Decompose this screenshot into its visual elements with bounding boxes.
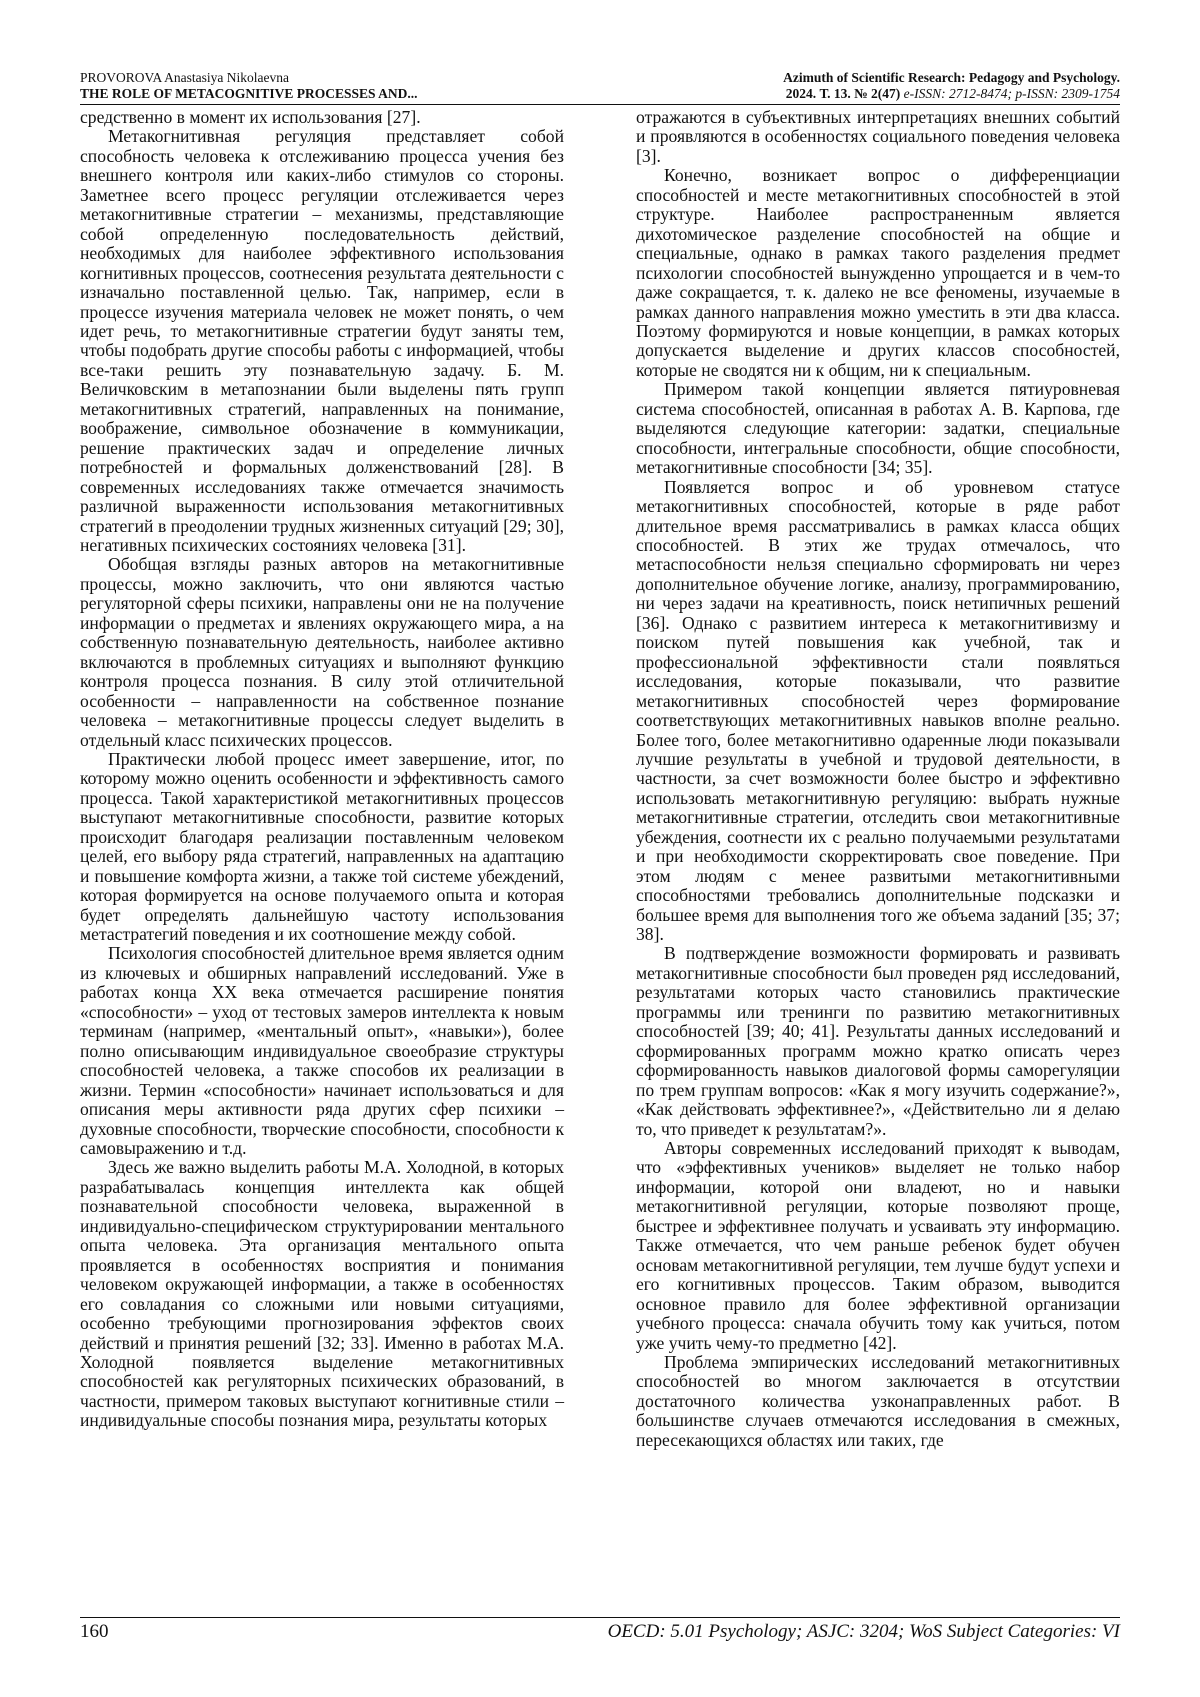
paragraph: Психология способностей длительное время является одним из ключевых и обширных направлений исследований. Уже в работах конца XX века отмечается расширение понятия «способности» – уход от тестовых замеров интеллекта к новым терминам (например, «ментальный опыт», «навыки»), более полно описывающим индивидуальное своеобразие структуры способностей человека, а также способов их реализации в жизни. Термин «способности» начинает использоваться и для описания меры активности ряда других сфер психики – духовные способности, творческие способности, способности к самовыражению и т.д. [80, 943, 564, 1159]
paragraph: Обобщая взгляды разных авторов на метакогнитивные процессы, можно заключить, что они являются частью регуляторной сферы психики, направлены они не на получение информации о предметах и явлениях окружающего мира, а на собственную познавательную деятельность, наиболее активно включаются в проблемных ситуациях и выполняют функцию контроля процесса познания. В силу этой отличительной особенности – направленности на собственное познание человека – метакогнитивные процессы следует выделить в отдельный класс психических процессов. [80, 554, 564, 750]
paragraph: Примером такой концепции является пятиуровневая система способностей, описанная в работах А. В. Карпова, где выделяются следующие категории: задатки, специальные способности, интегральные способности, общие способности, метакогнитивные способности [34; 35]. [636, 379, 1120, 478]
journal-issn: e-ISSN: 2712-8474; p-ISSN: 2309-1754 [903, 86, 1120, 101]
header-journal-block [783, 70, 1120, 102]
footer-rule [80, 1617, 1120, 1618]
page-footer [80, 1621, 1120, 1645]
paragraph: Появляется вопрос и об уровневом статусе метакогнитивных способностей, которые в ряде работ длительное время рассматривались в рамках класса общих способностей. В этих же трудах отмечалось, что метаспособности нельзя специально сформировать ни через дополнительное обучение логике, анализу, программированию, ни через задачи на креативность, поиск нетипичных решений [36]. Однако с развитием интереса к метакогнитивизму и поиском путей повышения как учебной, так и профессиональной эффективности стали появляться исследования, которые показывали, что развитие метакогнитивных способностей через формирование соответствующих метакогнитивных навыков вполне реально. Более того, более метакогнитивно одаренные люди показывали лучшие результаты в учебной и трудовой деятельности, в частности, за счет возможности более быстро и эффективно использовать метакогнитивную регуляцию: выбрать нужные метакогнитивные стратегии, отследить свои метакогнитивные убеждения, соотнести их с реально получаемыми результатами и при необходимости скорректировать свое поведение. При этом людям с менее развитыми метакогнитивными способностями требовались дополнительные подсказки и большее время для выполнения того же объема заданий [35; 37; 38]. [636, 476, 1120, 945]
paragraph: В подтверждение возможности формировать и развивать метакогнитивные способности был проведен ряд исследований, результатами которых часто становились практические программы или тренинги по развитию метакогнитивных способностей [39; 40; 41]. Результаты данных исследований и сформированных программ можно кратко описать через сформированность навыков диалоговой формы саморегуляции по трем группам вопросов: «Как я могу изучить содержание?», «Как действовать эффективнее?», «Действительно ли я делаю то, что приведет к результатам?». [636, 943, 1120, 1139]
paragraph: Метакогнитивная регуляция представляет собой способность человека к отслеживанию процесса учения без внешнего контроля или каких-либо стимулов со стороны. Заметнее всего процесс регуляции отслеживается через метакогнитивные стратегии – механизмы, представляющие собой определенную последовательность действий, необходимых для наиболее эффективного использования когнитивных процессов, соотнесения результата деятельности с изначально поставленной целью. Так, например, если в процессе изучения материала человек не может понять, о чем идет речь, то метакогнитивные стратегии будут заняты тем, чтобы подобрать другие способы работы с информацией, чтобы все-таки решить эту познавательную задачу. Б. М. Величковским в метапознании были выделены пять групп метакогнитивных стратегий, направленных на понимание, воображение, символьное обозначение в коммуникации, решение практических задач и определение личных потребностей и формальных долженствований [28]. В современных исследованиях также отмечается значимость различной выраженности использования метакогнитивных стратегий в преодолении трудных жизненных ситуаций [29; 30], негативных психических состояниях человека [31]. [80, 126, 564, 555]
running-title: THE ROLE OF METACOGNITIVE PROCESSES AND... [80, 86, 418, 101]
paragraph: отражаются в субъективных интерпретациях внешних событий и проявляются в особенностях социального поведения человека [3]. [636, 107, 1120, 166]
header-rule [80, 104, 1120, 105]
author-name: PROVOROVA Anastasiya Nikolaevna [80, 70, 289, 85]
header-author-block [80, 70, 418, 102]
left-column [80, 108, 564, 1431]
journal-issue: 2024. Т. 13. № 2(47) [785, 86, 901, 101]
right-column [636, 108, 1120, 1450]
paragraph: Практически любой процесс имеет завершение, итог, по которому можно оценить особенности и эффективность самого процесса. Такой характеристикой метакогнитивных процессов выступают метакогнитивные способности, развитие которых происходит благодаря реализации поставленным человеком целей, его выбору ряда стратегий, направленных на адаптацию и повышение комфорта жизни, а также той системе убеждений, которая формируется на основе получаемого опыта и которая будет определять дальнейшую частоту использования метастратегий поведения и их соотношение между собой. [80, 748, 564, 945]
paragraph: Конечно, возникает вопрос о дифференциации способностей и месте метакогнитивных способностей в этой структуре. Наиболее распространенным является дихотомическое разделение способностей на общие и специальные, однако в рамках такого разделения предмет психологии способностей вынужденно упрощается и в чем-то даже сокращается, т. к. далеко не все феномены, изучаемые в рамках данного направления можно уместить в эти два класса. Поэтому формируются и новые концепции, в рамках которых допускается выделение и других классов способностей, которые не сводятся ни к общим, ни к специальным. [636, 165, 1120, 380]
article-body [80, 108, 1120, 1616]
paragraph: средственно в момент их использования [27]. [80, 107, 421, 127]
page-header [80, 70, 1120, 104]
paragraph: Проблема эмпирических исследований метакогнитивных способностей во многом заключается в отсутствии достаточного количества узконаправленных работ. В большинстве случаев отмечаются исследования в смежных, пересекающихся областях или таких, где [636, 1352, 1120, 1450]
paragraph: Здесь же важно выделить работы М.А. Холодной, в которых разрабатывалась концепция интеллекта как общей познавательной способности человека, выраженной в индивидуально-специфическом структурировании ментального опыта человека. Эта организация ментального опыта проявляется в особенностях восприятия и понимания человеком окружающей информации, а также в особенностях его совладания со сложными или новыми ситуациями, особенно требующими прогнозирования эффектов своих действий и принятия решений [32; 33]. Именно в работах М.А. Холодной появляется выделение метакогнитивных способностей как регуляторных психических образований, в частности, примером таковых выступают когнитивные стили – индивидуальные способы познания мира, результаты которых [80, 1157, 564, 1431]
journal-name: Azimuth of Scientific Research: Pedagogy and Psychology. [783, 70, 1120, 85]
subject-classification: OECD: 5.01 Psychology; ASJC: 3204; WoS Subject Categories: VI [607, 1621, 1120, 1642]
page-number: 160 [80, 1621, 109, 1642]
paragraph: Авторы современных исследований приходят к выводам, что «эффективных учеников» выделяет не только набор информации, которой они владеют, но и навыки метакогнитивной регуляции, которые позволяют проще, быстрее и эффективнее получать и усваивать эту информацию. Также отмечается, что чем раньше ребенок будет обучен основам метакогнитивной регуляции, тем лучше будут успехи и его когнитивных процессов. Таким образом, выводится основное правило для более эффективной организации учебного процесса: сначала обучить тому как учиться, потом уже учить чему-то предметно [42]. [636, 1138, 1120, 1353]
